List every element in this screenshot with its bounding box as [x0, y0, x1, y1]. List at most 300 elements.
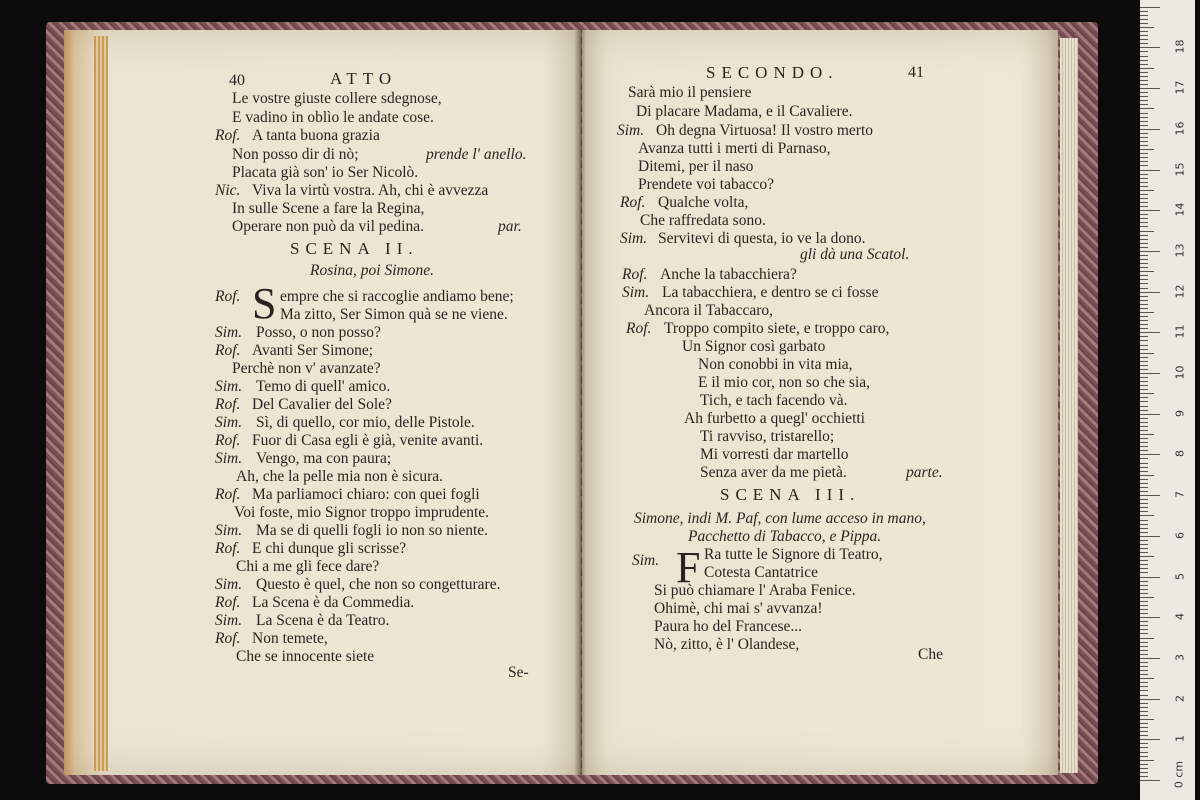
ruler-tick [1140, 296, 1148, 297]
ruler-tick [1140, 275, 1148, 276]
ruler-tick [1140, 108, 1154, 109]
ruler-tick [1140, 642, 1148, 643]
ruler-tick [1140, 324, 1148, 325]
ruler-tick [1140, 454, 1160, 455]
ruler-tick [1140, 768, 1148, 769]
ruler-tick [1140, 556, 1154, 557]
ruler-tick [1140, 589, 1148, 590]
ruler-tick [1140, 182, 1148, 183]
ruler-tick [1140, 487, 1148, 488]
ruler-tick [1140, 19, 1148, 20]
ruler-tick [1140, 560, 1148, 561]
scene-persons: Simone, indi M. Paf, con lume acceso in mano, [634, 510, 926, 527]
ruler-tick [1140, 670, 1148, 671]
ruler-tick [1140, 552, 1148, 553]
right-page-number: 41 [908, 64, 924, 81]
ruler-tick [1140, 646, 1148, 647]
ruler-tick [1140, 401, 1148, 402]
verse-line: Ma parliamoci chiaro: con quei fogli [252, 486, 480, 503]
ruler-number: 16 [1173, 121, 1187, 136]
ruler-tick [1140, 214, 1148, 215]
ruler-tick [1140, 369, 1148, 370]
ruler-tick [1140, 377, 1148, 378]
ruler-tick [1140, 479, 1148, 480]
ruler-tick [1140, 499, 1148, 500]
speaker-label: Rof. [215, 540, 241, 557]
ruler-tick [1140, 385, 1148, 386]
scene-persons: Pacchetto di Tabacco, e Pippa. [688, 528, 882, 545]
ruler-tick [1140, 218, 1148, 219]
speaker-label: Sim. [215, 450, 243, 467]
verse-line: Ra tutte le Signore di Teatro, [704, 546, 883, 563]
ruler-tick [1140, 56, 1148, 57]
ruler-tick [1140, 511, 1148, 512]
ruler-number: 4 [1173, 613, 1187, 621]
speaker-label: Rof. [626, 320, 652, 337]
ruler-tick [1140, 255, 1148, 256]
ruler-tick [1140, 752, 1148, 753]
ruler-tick [1140, 528, 1148, 529]
verse-line: Chi a me gli fece dare? [236, 558, 380, 575]
ruler-tick [1140, 699, 1160, 700]
verse-line: E vadino in oblìo le andate cose. [232, 109, 434, 126]
verse-line: Servitevi di questa, io ve la dono. [658, 230, 866, 247]
speaker-label: Rof. [620, 194, 646, 211]
ruler-tick [1140, 430, 1148, 431]
speaker-label: Sim. [632, 552, 660, 569]
ruler-tick [1140, 422, 1148, 423]
verse-line: Avanti Ser Simone; [252, 342, 374, 359]
ruler-tick [1140, 650, 1148, 651]
ruler-tick [1140, 320, 1148, 321]
ruler-tick [1140, 35, 1148, 36]
verse-line: Cotesta Cantatrice [704, 564, 819, 581]
ruler-tick [1140, 458, 1148, 459]
ruler-number: 18 [1173, 39, 1187, 54]
ruler-tick [1140, 772, 1148, 773]
ruler-number: 5 [1173, 572, 1187, 580]
ruler-number: 3 [1173, 653, 1187, 661]
speaker-label: Rof. [215, 432, 241, 449]
ruler-tick [1140, 548, 1148, 549]
ruler-tick [1140, 271, 1154, 272]
ruler-tick [1140, 153, 1148, 154]
verse-line: Placata già son' io Ser Nicolò. [232, 164, 419, 181]
ruler-tick [1140, 727, 1148, 728]
ruler-tick [1140, 31, 1148, 32]
ruler-tick [1140, 638, 1154, 639]
ruler-tick [1140, 113, 1148, 114]
speaker-label: Sim. [215, 522, 243, 539]
speaker-label: Rof. [215, 396, 241, 413]
speaker-label: Rof. [215, 594, 241, 611]
ruler-tick [1140, 662, 1148, 663]
verse-line: Ma se di quelli fogli io non so niente. [256, 522, 489, 539]
ruler-tick [1140, 129, 1160, 130]
ruler-tick [1140, 100, 1148, 101]
speaker-label: Nic. [215, 182, 241, 199]
ruler-number: 12 [1173, 284, 1187, 299]
verse-line: Anche la tabacchiera? [660, 266, 797, 283]
ruler-tick [1140, 226, 1148, 227]
ruler-tick [1140, 316, 1148, 317]
ruler-tick [1140, 760, 1154, 761]
book-gutter [574, 30, 586, 775]
measurement-ruler [1140, 0, 1195, 800]
ruler-tick [1140, 157, 1148, 158]
ruler-tick [1140, 349, 1148, 350]
ruler-tick [1140, 125, 1148, 126]
verse-line: Paura ho del Francese... [654, 618, 803, 635]
ruler-tick [1140, 11, 1148, 12]
ruler-tick [1140, 438, 1148, 439]
ruler-tick [1140, 194, 1148, 195]
stage-direction: parte. [906, 464, 943, 481]
ruler-tick [1140, 515, 1154, 516]
ruler-tick [1140, 247, 1148, 248]
ruler-tick [1140, 393, 1154, 394]
ruler-tick [1140, 300, 1148, 301]
ruler-number: 9 [1173, 409, 1187, 417]
ruler-tick [1140, 695, 1148, 696]
verse-line: Voi foste, mio Signor troppo imprudente. [234, 504, 490, 521]
ruler-tick [1140, 491, 1148, 492]
verse-line: Nò, zitto, è l' Olandese, [654, 636, 800, 653]
verse-line: Che raffredata sono. [640, 212, 766, 229]
ruler-tick [1140, 442, 1148, 443]
ruler-tick [1140, 633, 1148, 634]
ruler-tick [1140, 739, 1160, 740]
ruler-tick [1140, 72, 1148, 73]
ruler-tick [1140, 625, 1148, 626]
ruler-tick [1140, 190, 1154, 191]
ruler-tick [1140, 210, 1160, 211]
ruler-unit-label: 0 cm [1172, 760, 1186, 789]
ruler-tick [1140, 353, 1154, 354]
verse-line: Non posso dir di nò; [232, 146, 359, 163]
speaker-label: Sim. [215, 414, 243, 431]
verse-line: Del Cavalier del Sole? [252, 396, 392, 413]
verse-line: Senza aver da me pietà. [700, 464, 847, 481]
ruler-tick [1140, 711, 1148, 712]
ruler-tick [1140, 27, 1154, 28]
verse-line: Posso, o non posso? [256, 324, 381, 341]
ruler-tick [1140, 47, 1160, 48]
verse-line: Questo è quel, che non so congetturare. [256, 576, 501, 593]
ruler-tick [1140, 121, 1148, 122]
ruler-tick [1140, 235, 1148, 236]
stage-direction: par. [498, 218, 522, 235]
verse-line: Viva la virtù vostra. Ah, chi è avvezza [252, 182, 489, 199]
drop-cap: F [676, 543, 701, 592]
ruler-tick [1140, 707, 1148, 708]
ruler-tick [1140, 312, 1154, 313]
scene-title: SCENA II. [290, 239, 419, 258]
speaker-label: Rof. [622, 266, 648, 283]
ruler-tick [1140, 161, 1148, 162]
verse-line: Operare non può da vil pedina. [232, 218, 424, 235]
ruler-tick [1140, 186, 1148, 187]
ruler-tick [1140, 686, 1148, 687]
ruler-number: 10 [1173, 365, 1187, 380]
ruler-tick [1140, 629, 1148, 630]
ruler-tick [1140, 137, 1148, 138]
ruler-tick [1140, 39, 1148, 40]
speaker-label: Sim. [622, 284, 650, 301]
verse-line: Ti ravviso, tristarello; [700, 428, 835, 445]
ruler-number: 14 [1173, 202, 1187, 217]
verse-line: Perchè non v' avanzate? [232, 360, 381, 377]
ruler-tick [1140, 283, 1148, 284]
ruler-tick [1140, 581, 1148, 582]
ruler-number: 2 [1173, 694, 1187, 702]
ruler-tick [1140, 332, 1160, 333]
ruler-tick [1140, 239, 1148, 240]
speaker-label: Sim. [215, 378, 243, 395]
ruler-number: 15 [1173, 162, 1187, 176]
ruler-tick [1140, 540, 1148, 541]
verse-line: In sulle Scene a fare la Regina, [232, 200, 425, 217]
ruler-tick [1140, 340, 1148, 341]
ruler-tick [1140, 202, 1148, 203]
ruler-tick [1140, 206, 1148, 207]
ruler-tick [1140, 365, 1148, 366]
ruler-tick [1140, 467, 1148, 468]
speaker-label: Rof. [215, 288, 241, 305]
ruler-tick [1140, 361, 1148, 362]
ruler-tick [1140, 520, 1148, 521]
ruler-tick [1140, 690, 1148, 691]
ruler-tick [1140, 88, 1160, 89]
ruler-tick [1140, 336, 1148, 337]
ruler-tick [1140, 426, 1148, 427]
catchword: Se- [508, 664, 529, 681]
ruler-number: 1 [1173, 735, 1187, 743]
verse-line: Qualche volta, [658, 194, 749, 211]
ruler-tick [1140, 117, 1148, 118]
verse-line: La Scena è da Commedia. [252, 594, 415, 611]
ruler-tick [1140, 593, 1148, 594]
ruler-tick [1140, 756, 1148, 757]
ruler-tick [1140, 585, 1148, 586]
ruler-tick [1140, 507, 1148, 508]
ruler-number: 7 [1173, 491, 1187, 499]
ruler-tick [1140, 373, 1160, 374]
left-running-head: ATTO [330, 69, 398, 88]
speaker-label: Rof. [215, 342, 241, 359]
verse-line: Le vostre giuste collere sdegnose, [232, 90, 442, 107]
stage-direction: prende l' anello. [426, 146, 527, 163]
verse-line: Ohimè, chi mai s' avvanza! [654, 600, 823, 617]
ruler-tick [1140, 719, 1154, 720]
speaker-label: Rof. [215, 486, 241, 503]
ruler-tick [1140, 7, 1160, 8]
speaker-label: Sim. [215, 576, 243, 593]
ruler-tick [1140, 149, 1154, 150]
ruler-tick [1140, 251, 1160, 252]
verse-line: La Scena è da Teatro. [256, 612, 390, 629]
ruler-tick [1140, 536, 1160, 537]
ruler-tick [1140, 613, 1148, 614]
ruler-tick [1140, 605, 1148, 606]
ruler-tick [1140, 776, 1148, 777]
ruler-tick [1140, 731, 1148, 732]
ruler-tick [1140, 715, 1148, 716]
ruler-tick [1140, 178, 1148, 179]
ruler-tick [1140, 572, 1148, 573]
ruler-tick [1140, 463, 1148, 464]
ruler-tick [1140, 174, 1148, 175]
ruler-tick [1140, 495, 1160, 496]
right-running-head: SECONDO. [706, 63, 839, 82]
ruler-tick [1140, 446, 1148, 447]
stage-direction: gli dà una Scatol. [800, 246, 910, 263]
ruler-tick [1140, 222, 1148, 223]
ruler-tick [1140, 133, 1148, 134]
ruler-tick [1140, 654, 1148, 655]
ruler-tick [1140, 524, 1148, 525]
ruler-tick [1140, 198, 1148, 199]
ruler-tick [1140, 96, 1148, 97]
ruler-tick [1140, 279, 1148, 280]
ruler-tick [1140, 414, 1160, 415]
ruler-tick [1140, 104, 1148, 105]
ruler-tick [1140, 503, 1148, 504]
ruler-tick [1140, 345, 1148, 346]
ruler-tick [1140, 243, 1148, 244]
verse-line: E chi dunque gli scrisse? [252, 540, 407, 557]
ruler-tick [1140, 288, 1148, 289]
speaker-label: Sim. [215, 324, 243, 341]
verse-line: Fuor di Casa egli è già, venite avanti. [252, 432, 484, 449]
verse-line: Sarà mio il pensiere [628, 84, 752, 101]
ruler-tick [1140, 450, 1148, 451]
ruler-tick [1140, 658, 1160, 659]
ruler-tick [1140, 666, 1148, 667]
ruler-tick [1140, 308, 1148, 309]
ruler-tick [1140, 410, 1148, 411]
ruler-tick [1140, 23, 1148, 24]
verse-line: Di placare Madama, e il Cavaliere. [636, 103, 853, 120]
verse-line: E il mio cor, non so che sia, [698, 374, 870, 391]
ruler-tick [1140, 609, 1148, 610]
ruler-tick [1140, 51, 1148, 52]
ruler-tick [1140, 434, 1154, 435]
scene-title: SCENA III. [720, 485, 861, 504]
ruler-tick [1140, 328, 1148, 329]
ruler-tick [1140, 723, 1148, 724]
drop-cap: S [252, 279, 277, 328]
ruler-tick [1140, 621, 1148, 622]
ruler-tick [1140, 743, 1148, 744]
verse-line: Mi vorresti dar martello [700, 446, 849, 463]
ruler-tick [1140, 304, 1148, 305]
verse-line: Non conobbi in vita mia, [698, 356, 853, 373]
verse-line: Che se innocente siete [236, 648, 375, 665]
ruler-tick [1140, 568, 1148, 569]
scene-persons: Rosina, poi Simone. [310, 262, 434, 279]
verse-line: A tanta buona grazia [252, 127, 380, 144]
right-page-edge [1060, 38, 1078, 773]
ruler-tick [1140, 80, 1148, 81]
ruler-number: 6 [1173, 531, 1187, 539]
ruler-tick [1140, 64, 1148, 65]
verse-line: Oh degna Virtuosa! Il vostro merto [656, 122, 874, 139]
left-page-edge [94, 36, 108, 771]
ruler-tick [1140, 397, 1148, 398]
verse-line: Non temete, [252, 630, 328, 647]
ruler-tick [1140, 145, 1148, 146]
ruler-tick [1140, 76, 1148, 77]
ruler-tick [1140, 471, 1148, 472]
ruler-tick [1140, 674, 1148, 675]
ruler-tick [1140, 483, 1148, 484]
ruler-tick [1140, 601, 1148, 602]
ruler-number: 11 [1173, 324, 1187, 339]
verse-line: Ah, che la pelle mia non è sicura. [236, 468, 444, 485]
ruler-tick [1140, 267, 1148, 268]
ruler-tick [1140, 231, 1154, 232]
verse-line: Avanza tutti i merti di Parnaso, [638, 140, 831, 157]
ruler-tick [1140, 141, 1148, 142]
ruler-tick [1140, 43, 1148, 44]
ruler-tick [1140, 564, 1148, 565]
ruler-tick [1140, 60, 1148, 61]
ruler-tick [1140, 292, 1160, 293]
ruler-tick [1140, 544, 1148, 545]
left-page-number: 40 [229, 72, 245, 89]
verse-line: Sì, di quello, cor mio, delle Pistole. [256, 414, 475, 431]
verse-line: La tabacchiera, e dentro se ci fosse [662, 284, 879, 301]
speaker-label: Sim. [620, 230, 648, 247]
verse-line: Ma zitto, Ser Simon quà se ne viene. [280, 306, 508, 323]
ruler-tick [1140, 703, 1148, 704]
ruler-tick [1140, 263, 1148, 264]
verse-line: Ancora il Tabaccaro, [644, 302, 774, 319]
ruler-tick [1140, 165, 1148, 166]
ruler-tick [1140, 617, 1160, 618]
ruler-tick [1140, 418, 1148, 419]
verse-line: Tich, e tach facendo và. [700, 392, 848, 409]
verse-line: empre che si raccoglie andiamo bene; [280, 288, 514, 305]
ruler-number: 8 [1173, 450, 1187, 458]
ruler-number: 17 [1173, 80, 1187, 95]
ruler-tick [1140, 735, 1148, 736]
verse-line: Ah furbetto a quegl' occhietti [684, 410, 865, 427]
catchword: Che [918, 646, 943, 663]
ruler-tick [1140, 764, 1148, 765]
speaker-label: Rof. [215, 630, 241, 647]
ruler-tick [1140, 747, 1148, 748]
ruler-tick [1140, 170, 1160, 171]
ruler-tick [1140, 780, 1160, 781]
ruler-tick [1140, 259, 1148, 260]
ruler-tick [1140, 15, 1148, 16]
ruler-tick [1140, 381, 1148, 382]
ruler-tick [1140, 532, 1148, 533]
verse-line: Troppo compito siete, e troppo caro, [664, 320, 890, 337]
ruler-tick [1140, 475, 1154, 476]
verse-line: Un Signor così garbato [682, 338, 826, 355]
verse-line: Temo di quell' amico. [256, 378, 391, 395]
ruler-tick [1140, 577, 1160, 578]
speaker-label: Sim. [215, 612, 243, 629]
ruler-tick [1140, 682, 1148, 683]
speaker-label: Sim. [617, 122, 645, 139]
ruler-tick [1140, 92, 1148, 93]
verse-line: Vengo, ma con paura; [256, 450, 392, 467]
ruler-tick [1140, 678, 1154, 679]
